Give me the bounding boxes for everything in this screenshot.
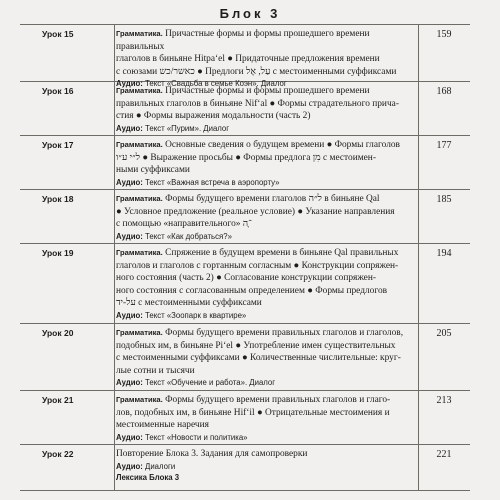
lesson-label: Урок 20 xyxy=(42,328,74,338)
lesson-label: Урок 22 xyxy=(42,449,74,459)
content-line: Причастные формы и формы прошедшего времени правильных xyxy=(116,29,370,52)
content-line: подобных им, в биньяне Pi‘el ● Употребление имен существительных xyxy=(116,340,396,351)
content-line: ными суффиксами xyxy=(116,165,190,176)
content-line: ל״י ע״ו ● Выражение просьбы ● Формы предлога מִן с местоимен- xyxy=(116,152,376,163)
content-line: местоименные наречия xyxy=(116,420,209,431)
content-line: ного состояния (часть 2) ● Согласование конструкции сопряжен- xyxy=(116,273,376,284)
content-line: Формы будущего времени правильных глаголов и глаголов, xyxy=(162,328,404,338)
lesson-label: Урок 21 xyxy=(42,395,74,405)
grammar-label: Грамматика. xyxy=(116,140,163,149)
content-line: глаголов и глаголов с гортанным согласным ● Конструкции сопряжен- xyxy=(116,260,399,271)
toc-row-lesson-15 xyxy=(20,24,470,89)
grammar-label: Грамматика. xyxy=(116,86,163,95)
content-line: лов, подобных им, в биньяне Hif‘il ● Отрицательные местоимения и xyxy=(116,407,390,418)
page-number: 205 xyxy=(436,328,452,339)
content-line: Спряжение в будущем времени в биньяне Qal правильных xyxy=(162,248,399,258)
block-title: Блок 3 xyxy=(219,6,281,21)
audio-label: Аудио: xyxy=(116,432,143,442)
toc-row-lesson-19 xyxy=(20,244,470,324)
grammar-label: Грамматика. xyxy=(116,328,163,337)
toc-row-lesson-21 xyxy=(20,391,470,445)
page-number: 159 xyxy=(436,29,452,40)
content-line: ● Условное предложение (реальное условие) ● Указание направления xyxy=(116,206,395,217)
content-line: глаголов в биньяне Hitpa‘el ● Придаточные предложения времени xyxy=(116,54,380,65)
toc-row-lesson-18 xyxy=(20,190,470,244)
lesson-label: Урок 18 xyxy=(42,194,74,204)
page-number: 213 xyxy=(436,395,452,406)
audio-label: Аудио: xyxy=(116,310,143,320)
lexicon-line: Лексика Блока 3 xyxy=(116,472,180,482)
content-line: стия ● Формы выражения модальности (часть 2) xyxy=(116,111,311,122)
audio-label: Аудио: xyxy=(116,231,143,241)
audio-text: Текст «Как добраться?» xyxy=(142,231,232,241)
content-line: лые сотни и тысячи xyxy=(116,365,195,376)
content-line: Формы будущего времени глаголов ל״ה в биньяне Qal xyxy=(162,194,380,204)
toc-row-lesson-20 xyxy=(20,324,470,391)
lesson-content xyxy=(116,247,416,321)
toc-row-lesson-16 xyxy=(20,82,470,136)
grammar-label: Грамматика. xyxy=(116,395,163,404)
grammar-label: Грамматика. xyxy=(116,194,163,203)
audio-label: Аудио: xyxy=(116,461,143,471)
content-line: Основные сведения о будущем времени ● Формы глаголов xyxy=(162,140,400,150)
audio-label: Аудио: xyxy=(116,177,143,187)
lesson-content xyxy=(116,139,416,188)
audio-text: Текст «Свадьба в семье Коэн». Диалог xyxy=(142,79,287,89)
grammar-label: Грамматика. xyxy=(116,29,163,38)
audio-label: Аудио: xyxy=(116,79,143,89)
grammar-label: Грамматика. xyxy=(116,248,163,257)
content-line: Повторение Блока 3. Задания для самопроверки xyxy=(116,449,308,459)
audio-label: Аудио: xyxy=(116,123,143,133)
lesson-content xyxy=(116,193,416,242)
audio-text: Текст «Обучение и работа». Диалог xyxy=(142,378,276,388)
audio-text: Текст «Важная встреча в аэропорту» xyxy=(142,177,280,187)
content-line: с союзами כאשר/כש ● Предлоги עַל, אֶל с местоименными суффиксами xyxy=(116,66,397,77)
toc-row-lesson-17 xyxy=(20,136,470,190)
lesson-content xyxy=(116,327,416,388)
audio-text: Диалоги xyxy=(142,461,176,471)
content-line: с помощью «направительного» ־ָה xyxy=(116,219,252,230)
audio-text: Текст «Новости и политика» xyxy=(142,432,248,442)
audio-label: Аудио: xyxy=(116,378,143,388)
lesson-content xyxy=(116,85,416,134)
audio-text: Текст «Пурим». Диалог xyxy=(142,123,230,133)
content-line: Формы будущего времени правильных глаголов и глаго- xyxy=(162,395,391,405)
table-of-contents xyxy=(20,24,470,491)
lesson-content xyxy=(116,28,416,89)
page-number: 185 xyxy=(436,194,452,205)
content-line: על-יד с местоименными суффиксами xyxy=(116,298,262,309)
page-number: 168 xyxy=(436,86,452,97)
toc-row-lesson-22 xyxy=(20,445,470,491)
lesson-label: Урок 17 xyxy=(42,140,74,150)
content-line: ного состояния с согласованным определением ● Формы предлогов xyxy=(116,285,388,296)
content-line: Причастные формы и формы прошедшего времени xyxy=(162,86,370,96)
lesson-content xyxy=(116,394,416,443)
page-number: 221 xyxy=(436,449,452,460)
content-line: правильных глаголов в биньяне Nif‘al ● Формы страдательного прича- xyxy=(116,98,399,109)
lesson-label: Урок 19 xyxy=(42,248,74,258)
lesson-label: Урок 16 xyxy=(42,86,74,96)
lesson-label: Урок 15 xyxy=(42,29,74,39)
content-line: с местоименными суффиксами ● Количественные числительные: круг- xyxy=(116,353,401,364)
lesson-content xyxy=(116,448,416,483)
page-number: 177 xyxy=(436,140,452,151)
audio-text: Текст «Зоопарк в квартире» xyxy=(142,310,247,320)
page-number: 194 xyxy=(436,248,452,259)
